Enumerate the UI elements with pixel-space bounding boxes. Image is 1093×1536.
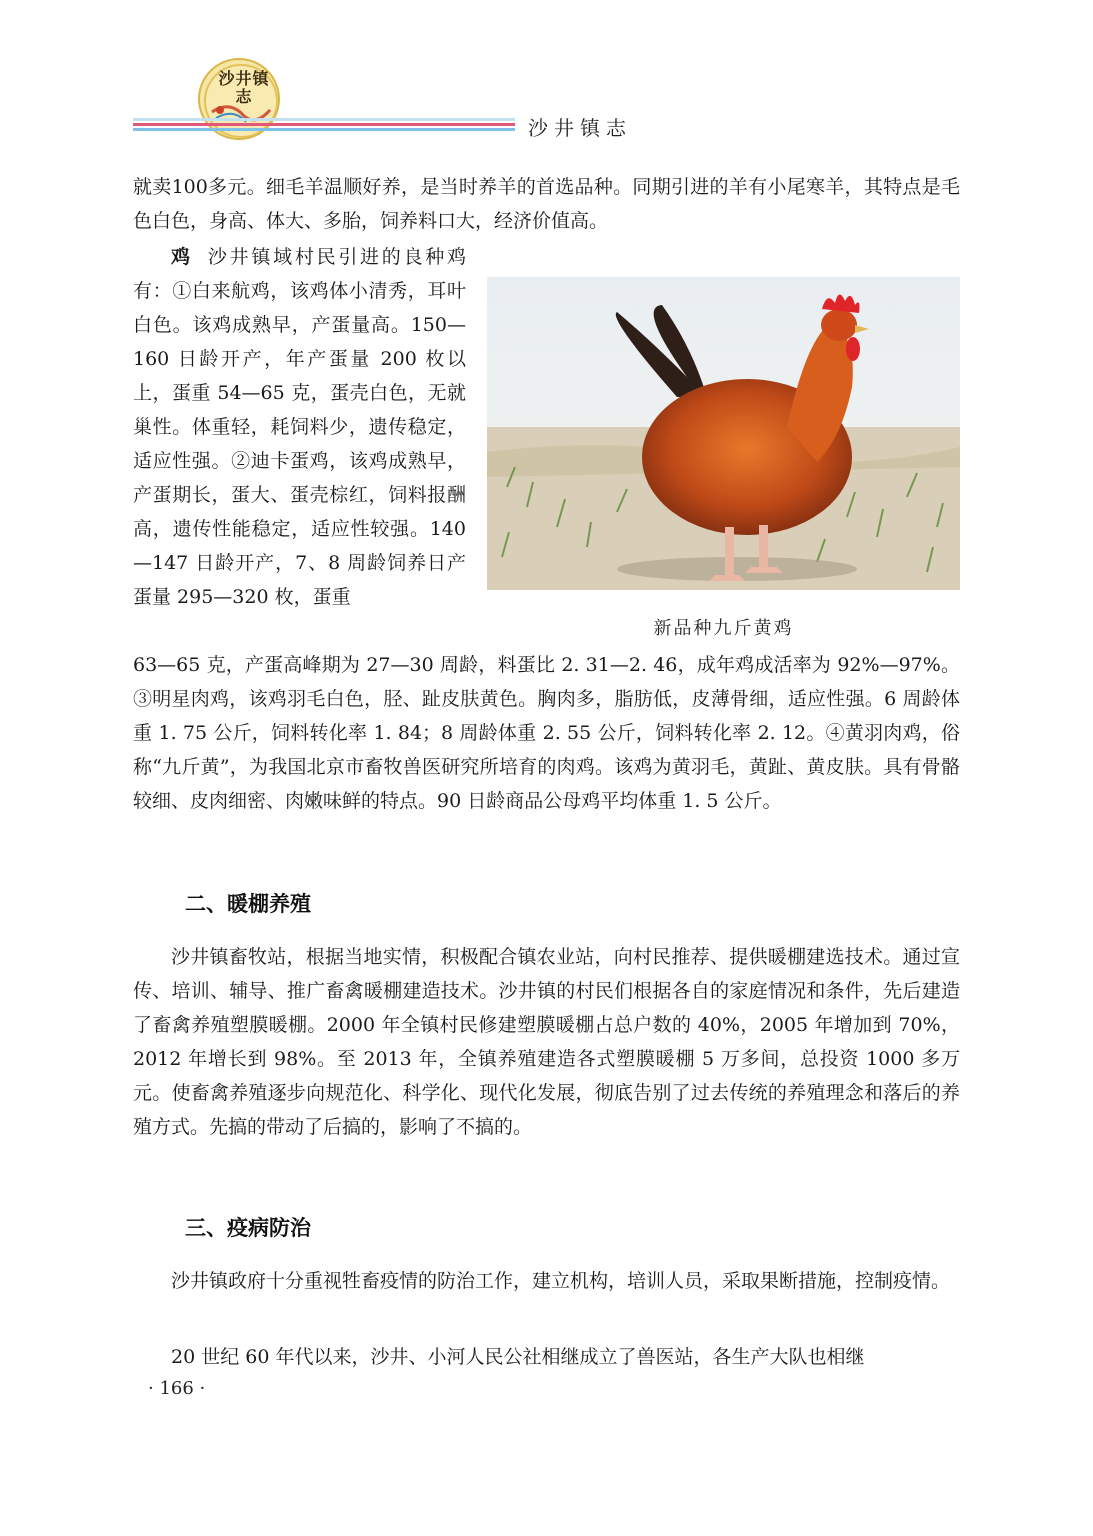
paragraph-greenhouse: 沙井镇畜牧站，根据当地实情，积极配合镇农业站，向村民推荐、提供暖棚建选技术。通过宣传、培训、辅导、推广畜禽暖棚建造技术。沙井镇的村民们根据各自的家庭情况和条件，先后建造了畜禽养殖塑膜暖棚。2000 年全镇村民修建塑膜暖棚占总户数的 40%，2005 年增加到 70%，2012 年增长到 98%。至 2013 年，全镇养殖建造各式塑膜暖棚 5 万多间，总投资 1000 多万元。使畜禽养殖逐步向规范化、科学化、现代化发展，彻底告别了过去传统的养殖理念和落后的养殖方式。先搞的带动了后搞的，影响了不搞的。 — [133, 946, 960, 1138]
paragraph-chicken-wrapped — [133, 240, 466, 614]
paragraph-disease-2: 20 世纪 60 年代以来，沙井、小河人民公社相继成立了兽医站，各生产大队也相继 — [171, 1346, 865, 1368]
rooster-photo — [487, 277, 960, 590]
header-rule — [133, 118, 515, 134]
paragraph-disease-1: 沙井镇政府十分重视牲畜疫情的防治工作，建立机构，培训人员，采取果断措施，控制疫情。 — [171, 1270, 951, 1292]
keyword-chicken: 鸡 — [171, 246, 193, 268]
section-heading-greenhouse: 二、暖棚养殖 — [185, 892, 311, 916]
running-title: 沙井镇志 — [528, 116, 632, 140]
figure-caption: 新品种九斤黄鸡 — [653, 618, 794, 639]
paragraph-chicken-full: 63—65 克，产蛋高峰期为 27—30 周龄，料蛋比 2. 31—2. 46，成年鸡成活率为 92%—97%。③明星肉鸡，该鸡羽毛白色，胫、趾皮肤黄色。胸肉多，脂肪低，皮薄骨细，适应性强。6 周龄体重 1. 75 公斤，饲料转化率 1. 84；8 周龄体重 2. 55 公斤，饲料转化率 2. 12。④黄羽肉鸡，俗称“九斤黄”，为我国北京市畜牧兽医研究所培育的肉鸡。该鸡为黄羽毛，黄趾、黄皮肤。具有骨骼较细、皮肉细密、肉嫩味鲜的特点。90 日龄商品公母鸡平均体重 1. 5 公斤。 — [133, 654, 960, 812]
page-number: · 166 · — [148, 1378, 206, 1399]
chicken-wrapped-text: 沙井镇域村民引进的良种鸡有：①白来航鸡，该鸡体小清秀，耳叶白色。该鸡成熟早，产蛋量高。150—160 日龄开产，年产蛋量 200 枚以上，蛋重 54—65 克，蛋壳白色，无就巢性。体重轻，耗饲料少，遗传稳定，适应性强。②迪卡蛋鸡，该鸡成熟早，产蛋期长，蛋大、蛋壳棕红，饲料报酬高，遗传性能稳定，适应性较强。140—147 日龄开产，7、8 周龄饲养日产蛋量 295—320 枚，蛋重 — [133, 246, 466, 608]
logo-text: 沙井镇志 — [218, 69, 270, 106]
section-heading-disease: 三、疫病防治 — [185, 1216, 311, 1240]
paragraph-sheep-continued: 就卖100多元。细毛羊温顺好养，是当时养羊的首选品种。同期引进的羊有小尾寒羊，其特点是毛色白色，身高、体大、多胎，饲养料口大，经济价值高。 — [133, 176, 960, 232]
